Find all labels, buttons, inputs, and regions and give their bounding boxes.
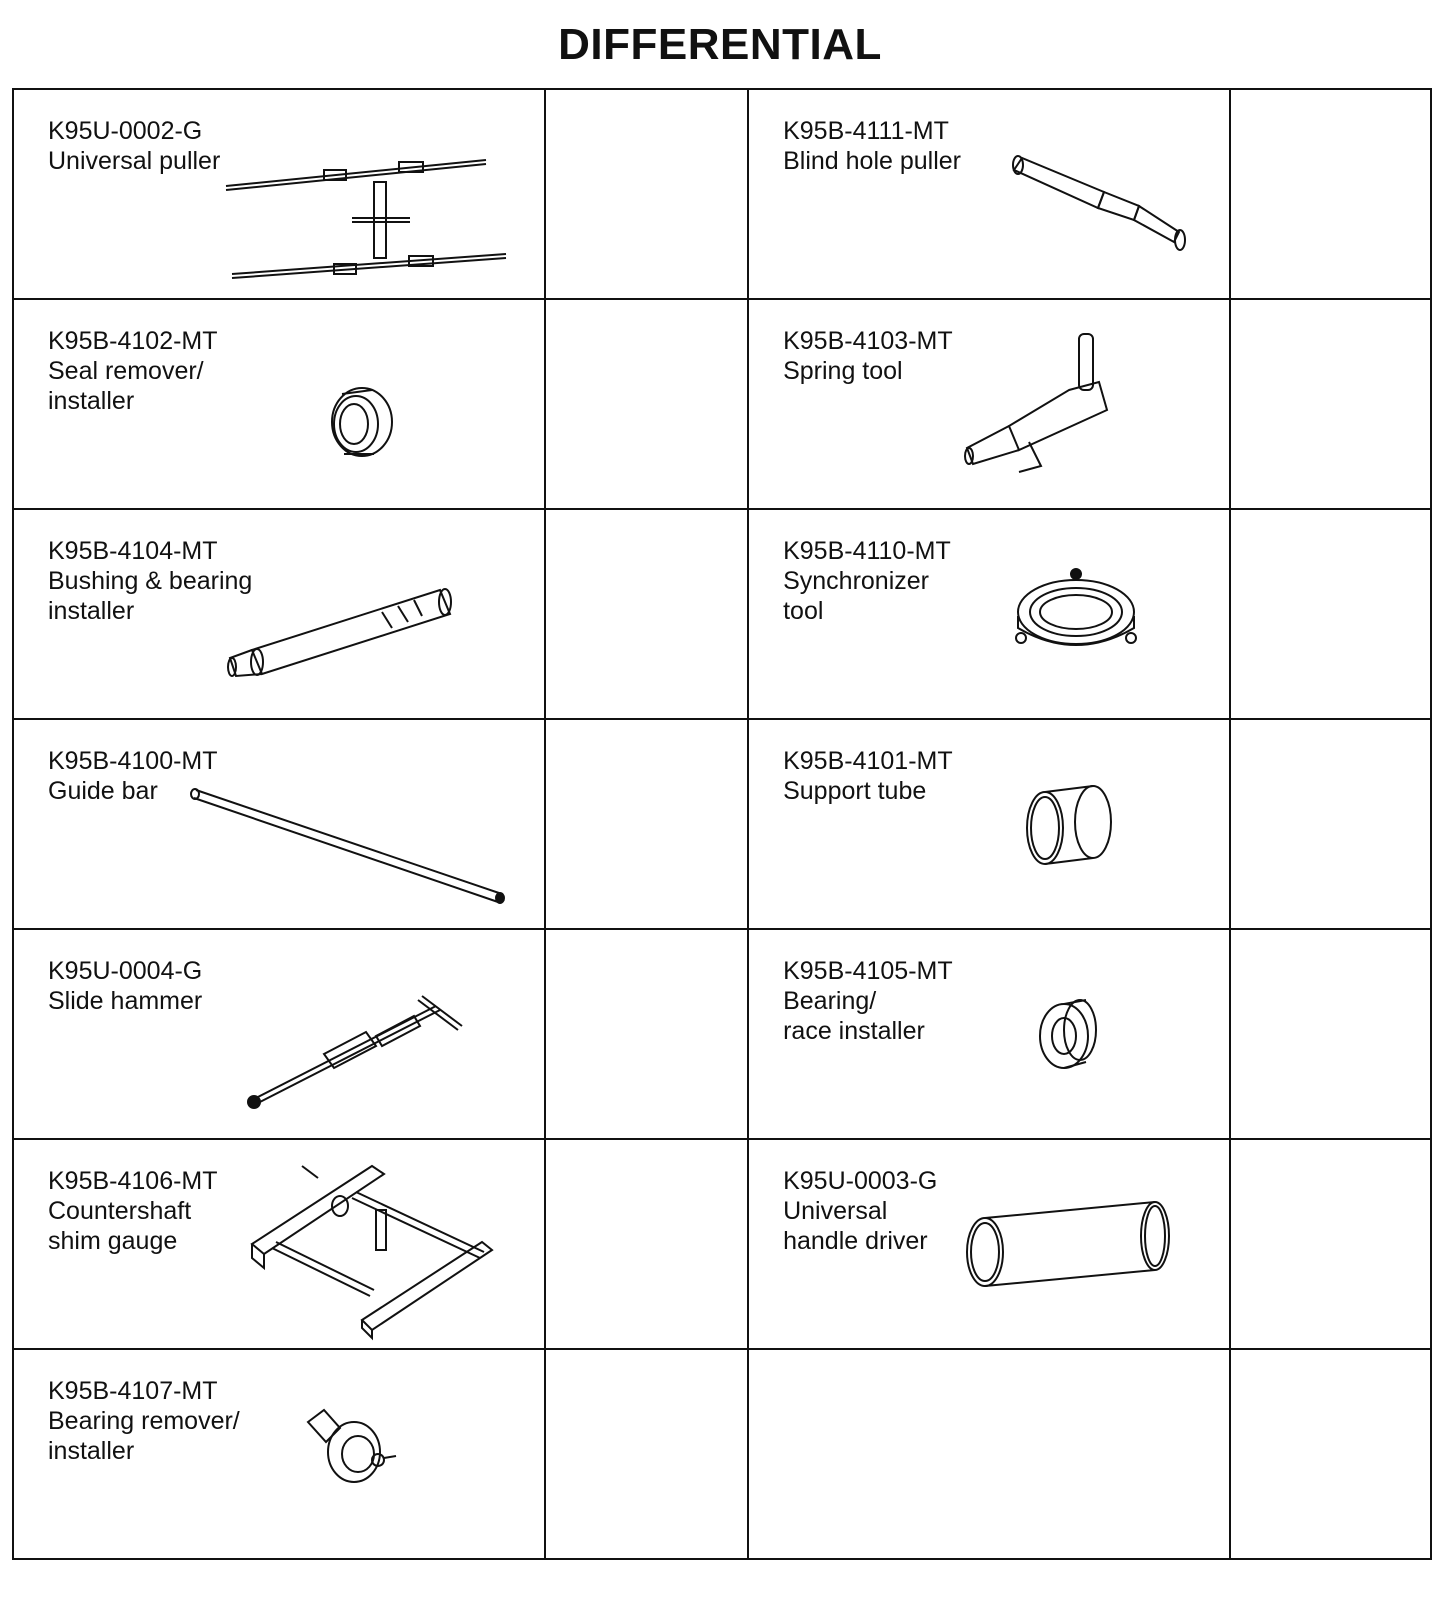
tool-label bbox=[783, 116, 961, 176]
table-row bbox=[13, 1349, 1431, 1559]
universal-puller-icon bbox=[224, 152, 514, 282]
blank-cell bbox=[1230, 719, 1431, 929]
blind-hole-puller-icon bbox=[1004, 150, 1194, 260]
tool-name: Guide bar bbox=[48, 777, 158, 805]
blank-cell bbox=[1230, 1139, 1431, 1349]
blank-cell bbox=[545, 299, 748, 509]
table-row bbox=[13, 89, 1431, 299]
part-number: K95B-4110-MT bbox=[783, 537, 951, 565]
tool-cell bbox=[13, 1139, 545, 1349]
tool-name: Countershaft shim gauge bbox=[48, 1197, 192, 1255]
tool-label bbox=[783, 746, 953, 806]
tool-label bbox=[783, 956, 953, 1046]
table-row bbox=[13, 929, 1431, 1139]
tool-cell bbox=[13, 929, 545, 1139]
blank-cell bbox=[1230, 509, 1431, 719]
part-number: K95B-4102-MT bbox=[48, 327, 218, 355]
seal-remover-installer-icon bbox=[322, 382, 402, 462]
guide-bar-icon bbox=[190, 786, 510, 906]
table-row bbox=[13, 299, 1431, 509]
tool-name: Seal remover/ installer bbox=[48, 357, 204, 415]
spring-tool-icon bbox=[959, 330, 1129, 480]
table-row bbox=[13, 719, 1431, 929]
tool-cell bbox=[13, 299, 545, 509]
part-number: K95B-4107-MT bbox=[48, 1377, 218, 1405]
tool-label bbox=[48, 326, 218, 416]
tool-table bbox=[12, 88, 1432, 1560]
blank-cell bbox=[545, 509, 748, 719]
tool-cell bbox=[748, 299, 1230, 509]
blank-cell bbox=[545, 89, 748, 299]
part-number: K95B-4111-MT bbox=[783, 117, 949, 145]
tool-cell bbox=[748, 509, 1230, 719]
tool-label bbox=[48, 116, 220, 176]
tool-name: Slide hammer bbox=[48, 987, 203, 1015]
tool-name: Bearing remover/ installer bbox=[48, 1407, 240, 1465]
part-number: K95B-4103-MT bbox=[783, 327, 953, 355]
tool-name: Bearing/ race installer bbox=[783, 987, 925, 1045]
blank-cell bbox=[1230, 1349, 1431, 1559]
tool-cell bbox=[13, 89, 545, 299]
blank-cell bbox=[545, 929, 748, 1139]
tool-name: Universal puller bbox=[48, 147, 221, 175]
part-number: K95U-0002-G bbox=[48, 117, 203, 145]
tool-label bbox=[783, 536, 951, 626]
part-number: K95B-4104-MT bbox=[48, 537, 218, 565]
slide-hammer-icon bbox=[236, 986, 466, 1116]
tool-label bbox=[783, 1166, 937, 1256]
bearing-remover-installer-icon bbox=[302, 1402, 402, 1492]
blank-cell bbox=[748, 1349, 1230, 1559]
table-row bbox=[13, 1139, 1431, 1349]
tool-label bbox=[48, 1166, 218, 1256]
tool-cell bbox=[748, 929, 1230, 1139]
bushing-bearing-installer-icon bbox=[222, 582, 462, 682]
tool-name: Blind hole puller bbox=[783, 147, 961, 175]
blank-cell bbox=[1230, 299, 1431, 509]
synchronizer-tool-icon bbox=[1011, 562, 1141, 662]
tool-cell bbox=[13, 509, 545, 719]
support-tube-icon bbox=[1019, 782, 1119, 872]
universal-handle-driver-icon bbox=[961, 1196, 1181, 1296]
tool-name: Synchronizer tool bbox=[783, 567, 929, 625]
table-row bbox=[13, 509, 1431, 719]
tool-name: Spring tool bbox=[783, 357, 903, 385]
tool-cell bbox=[748, 719, 1230, 929]
blank-cell bbox=[545, 1349, 748, 1559]
bearing-race-installer-icon bbox=[1034, 992, 1104, 1072]
blank-cell bbox=[1230, 929, 1431, 1139]
page-title: DIFFERENTIAL bbox=[558, 20, 882, 69]
part-number: K95B-4106-MT bbox=[48, 1167, 218, 1195]
part-number: K95U-0003-G bbox=[783, 1167, 938, 1195]
blank-cell bbox=[1230, 89, 1431, 299]
tool-label bbox=[783, 326, 953, 386]
tool-label bbox=[48, 1376, 240, 1466]
part-number: K95U-0004-G bbox=[48, 957, 203, 985]
part-number: K95B-4105-MT bbox=[783, 957, 953, 985]
tool-name: Support tube bbox=[783, 777, 927, 805]
tool-cell bbox=[748, 1139, 1230, 1349]
part-number: K95B-4101-MT bbox=[783, 747, 953, 775]
tool-label bbox=[48, 956, 202, 1016]
tool-name: Bushing & bearing installer bbox=[48, 567, 253, 625]
tool-cell bbox=[13, 1349, 545, 1559]
tool-cell bbox=[748, 89, 1230, 299]
tool-name: Universal handle driver bbox=[783, 1197, 928, 1255]
blank-cell bbox=[545, 1139, 748, 1349]
blank-cell bbox=[545, 719, 748, 929]
part-number: K95B-4100-MT bbox=[48, 747, 218, 775]
tool-cell bbox=[13, 719, 545, 929]
countershaft-shim-gauge-icon bbox=[242, 1158, 502, 1338]
